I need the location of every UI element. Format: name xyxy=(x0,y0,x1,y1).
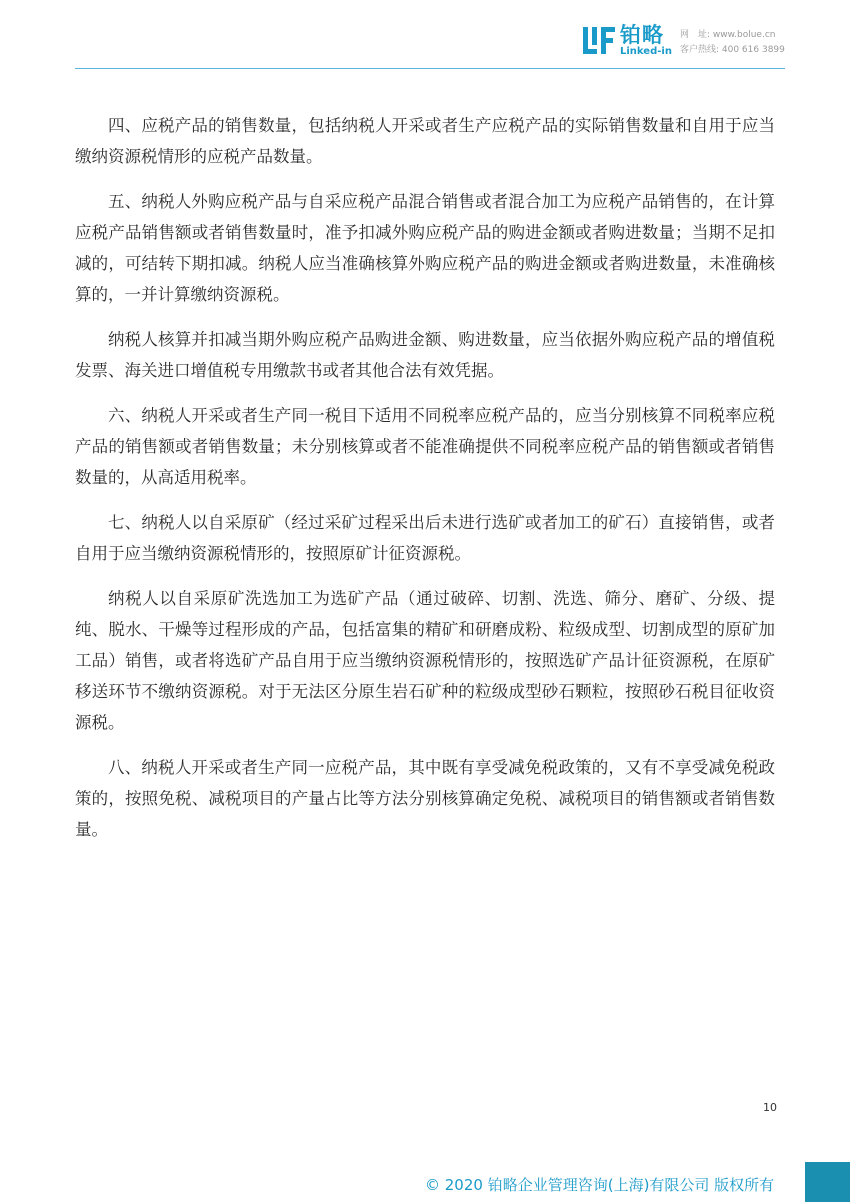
document-body xyxy=(75,110,775,859)
paragraph-item-8: 八、纳税人开采或者生产同一应税产品，其中既有享受减免税政策的，又有不享受减免税政策的，按照免税、减税项目的产量占比等方法分别核算确定免税、减税项目的销售额或者销售数量。 xyxy=(75,758,775,839)
logo-mark-icon xyxy=(582,24,616,58)
footer-accent-block xyxy=(805,1162,850,1202)
page-header xyxy=(0,0,850,70)
paragraph-processed-ore: 纳税人以自采原矿洗选加工为选矿产品（通过破碎、切割、洗选、筛分、磨矿、分级、提纯、脱水、干燥等过程形成的产品，包括富集的精矿和研磨成粉、粒级成型、切割成型的原矿加工品）销售，或者将选矿产品自用于应当缴纳资源税情形的，按照选矿产品计征资源税，在原矿移送环节不缴纳资源税。对于无法区分原生岩石矿种的粒级成型砂石颗粒，按照砂石税目征收资源税。 xyxy=(75,589,775,732)
hotline-text: 客户热线: 400 616 3899 xyxy=(680,45,785,55)
paragraph-item-4: 四、应税产品的销售数量，包括纳税人开采或者生产应税产品的实际销售数量和自用于应当缴纳资源税情形的应税产品数量。 xyxy=(75,116,775,166)
footer-copyright: © 2020 铂略企业管理咨询(上海)有限公司 版权所有 xyxy=(425,1176,775,1194)
logo-english-name: Linked-in xyxy=(620,46,672,57)
paragraph-item-6: 六、纳税人开采或者生产同一税目下适用不同税率应税产品的，应当分别核算不同税率应税产品的销售额或者销售数量；未分别核算或者不能准确提供不同税率应税产品的销售额或者销售数量的，从高适用税率。 xyxy=(75,406,775,487)
website-text: 网 址: www.bolue.cn xyxy=(680,30,776,40)
logo-chinese-name: 铂略 xyxy=(620,23,664,47)
company-logo xyxy=(582,24,674,60)
paragraph-item-5: 五、纳税人外购应税产品与自采应税产品混合销售或者混合加工为应税产品销售的，在计算应税产品销售额或者销售数量时，准予扣减外购应税产品的购进金额或者购进数量；当期不足扣减的，可结转下期扣减。纳税人应当准确核算外购应税产品的购进金额或者购进数量，未准确核算的，一并计算缴纳资源税。 xyxy=(75,192,775,304)
contact-info xyxy=(680,28,785,58)
page-number: 10 xyxy=(763,1101,777,1114)
header-divider xyxy=(75,68,785,69)
paragraph-deduction-basis: 纳税人核算并扣减当期外购应税产品购进金额、购进数量，应当依据外购应税产品的增值税发票、海关进口增值税专用缴款书或者其他合法有效凭据。 xyxy=(75,330,775,380)
paragraph-item-7: 七、纳税人以自采原矿（经过采矿过程采出后未进行选矿或者加工的矿石）直接销售，或者自用于应当缴纳资源税情形的，按照原矿计征资源税。 xyxy=(75,513,775,563)
